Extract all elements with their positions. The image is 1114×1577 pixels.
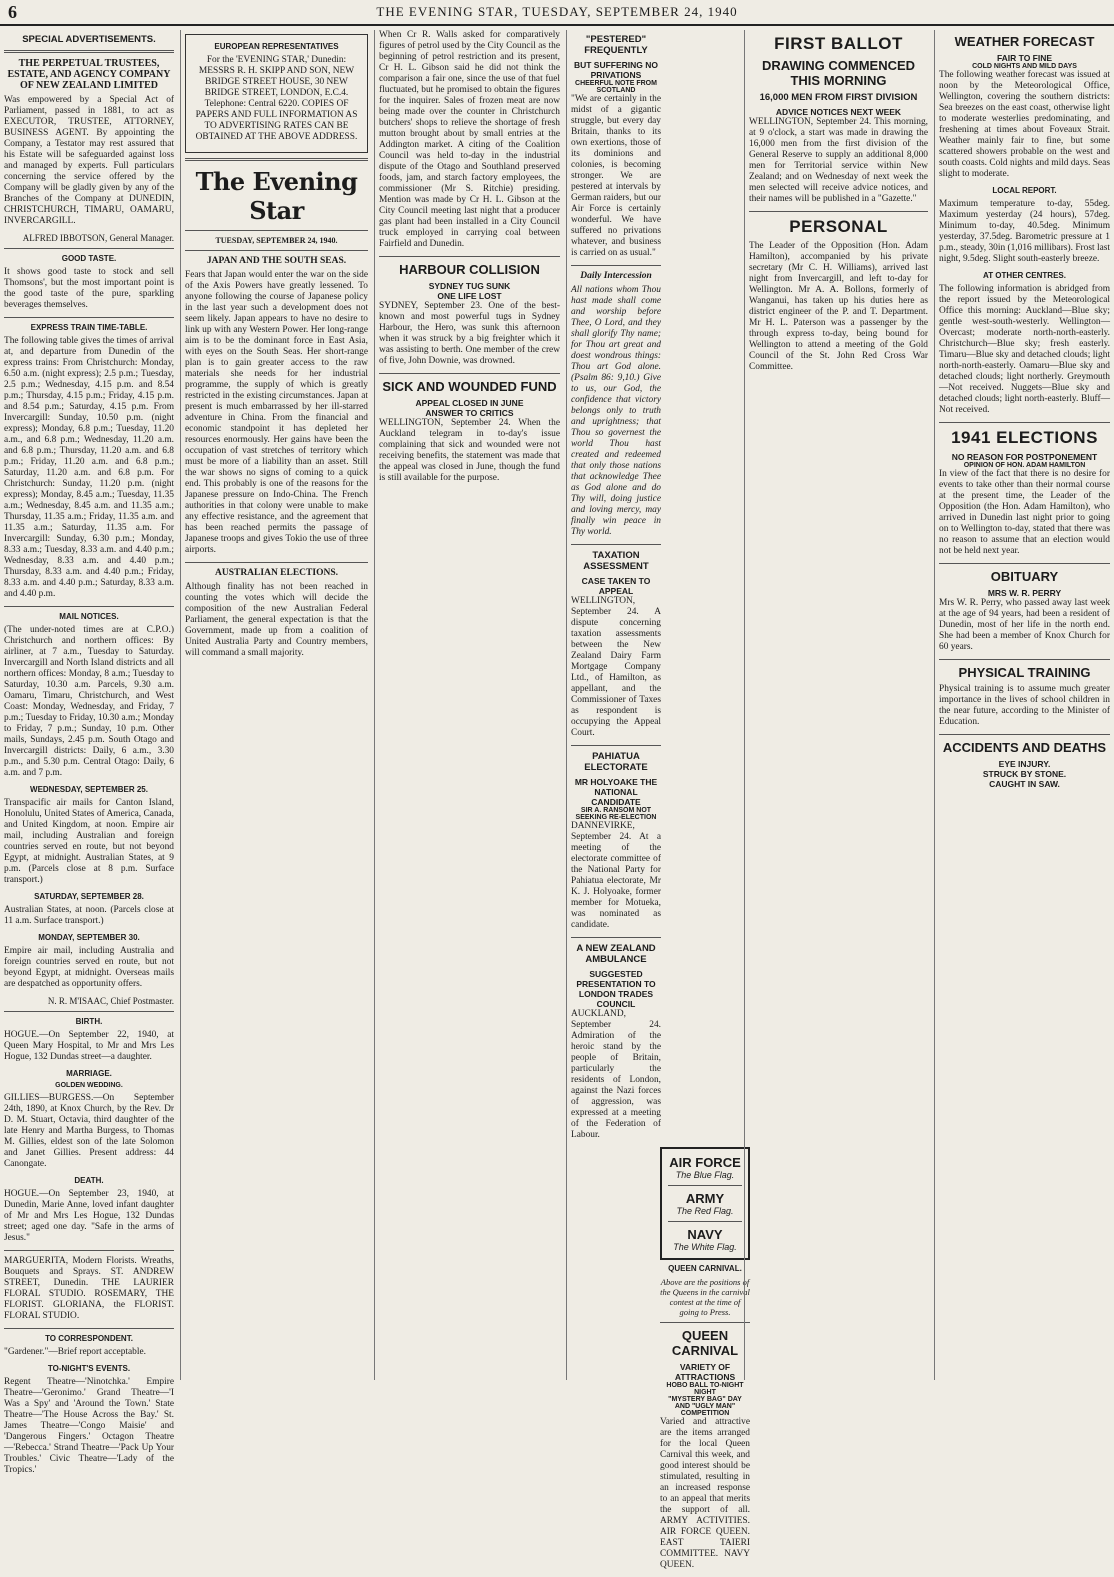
good-taste-header: GOOD TASTE.: [61, 254, 117, 263]
pahiatua-subheader-2: SIR A. RANSOM NOT SEEKING RE-ELECTION: [575, 807, 657, 821]
column-4: [566, 30, 754, 1570]
ad-air-force: AIR FORCE: [669, 1155, 741, 1170]
harbour-header: HARBOUR COLLISION: [399, 262, 540, 277]
good-taste-text: It shows good taste to stock and sell Thomsons', but the most important point is the good taste of the pure, sparkling beverages themselves.: [4, 267, 174, 310]
european-reps-box: [185, 34, 368, 153]
sick-fund-subheader: APPEAL CLOSED IN JUNE: [415, 398, 524, 408]
birth-header: BIRTH.: [75, 1017, 103, 1026]
taxation-text: WELLINGTON, September 24. A dispute concerning taxation assessments between the New Zealand Dairy Farm Mortgage Company Ltd., of Hamilton, as appellant, and the Commissioner of Taxes as respondent is occupying the Appeal Court.: [571, 596, 661, 738]
physical-text: Physical training is to assume much greater importance in the lives of school children in the near future, according to the Minister of Education.: [939, 684, 1110, 727]
carnival-subheader: VARIETY OF ATTRACTIONS: [674, 1362, 736, 1382]
death-text: HOGUE.—On September 23, 1940, at Dunedin, Marie Anne, loved infant daughter of Mr and Mrs Les Hogue, 132 Dundas street; aged one day. "Safe in the arms of Jesus.": [4, 1189, 174, 1243]
ad-blue-flag: The Blue Flag.: [675, 1170, 735, 1180]
trust-title: THE PERPETUAL TRUSTEES, ESTATE, AND AGENCY COMPANY OF NEW ZEALAND LIMITED: [7, 58, 171, 91]
ad-white-flag: The White Flag.: [673, 1242, 737, 1252]
pestered-subheader: BUT SUFFERING NO PRIVATIONS: [573, 60, 659, 80]
queen-carnival-inset-title: QUEEN CARNIVAL.: [668, 1264, 742, 1273]
ballot-header: FIRST BALLOT: [774, 34, 903, 53]
wednesday-text: Transpacific air mails for Canton Island, Honolulu, United States of America, Canada, and United Kingdom, at noon. Empire air mail, including Australian and foreign countries served en route, but not beyond Egypt, at midnight. Australian States, at 9 p.m. (Parcels close at 8 p.m. Surface transport.): [4, 798, 174, 885]
dateline: TUESDAY, SEPTEMBER 24, 1940.: [215, 236, 338, 245]
birth-text: HOGUE.—On September 22, 1940, at Queen Mary Hospital, to Mr and Mrs Les Hogue, 132 Dundas street—a daughter.: [4, 1030, 174, 1062]
column-6: [934, 30, 1114, 1380]
other-centres-header: AT OTHER CENTRES.: [983, 271, 1066, 280]
col3-body-text: When Cr R. Walls asked for comparatively figures of petrol used by the City Council as the beginning of petrol restriction and its present, Cr H. L. Gibson said he did not think the comparison a fair one, since the use of that fuel fluctuated, but he promised to obtain the figures for the inquirer. Sales of frozen meat are now being made over the counter in Christchurch butchers' shops to relieve the shortage of fresh mutton brought about by small entries at the Addington market. A citing of the Coalition Council was held to-day in the industrial dispute of the Otago and Southland preserved foods, jam, and starch factory employees, the commissioner (Mr S. Ritchie) presiding. Mention was made by Cr H. L. Gibson at the City Council meeting last night that a producer gas plant had been installed in a City Council truck employed in carrying coal between Fairfield and Dunedin.: [379, 30, 560, 249]
ballot-subheader-3: ADVICE NOTICES NEXT WEEK: [775, 107, 902, 117]
pestered-text: "We are certainly in the midst of a gigantic struggle, but every day Britain, thanks to its own exertions, those of its dominions and colonies, is becoming stronger. We are pestered at intervals by German raiders, but our Air Force is certainly wonderful. We have suffered no privations whatever, and business is carried on as usual.": [571, 94, 661, 258]
ambulance-header: A NEW ZEALAND AMBULANCE: [576, 943, 656, 965]
paper-nameplate: The Evening Star: [195, 167, 358, 225]
sick-fund-subheader-2: ANSWER TO CRITICS: [425, 408, 514, 418]
local-report-text: Maximum temperature to-day, 55deg. Maximum yesterday (24 hours), 57deg. Minimum to-day, 40.5deg. Minimum yesterday, 37.5deg. Barometric pressure at 1 p.m., steady, 30in (1,016 millibars). Frost last night, 9.5deg. Slight south-easterly breeze.: [939, 199, 1110, 264]
marriage-text: GILLIES—BURGESS.—On September 24th, 1890, at Knox Church, by the Rev. Dr D. M. Stuart, Octavia, third daughter of the late Henry and Martha Burgess, to Thomas M. Gillies, eldest son of the late Solomon and Janet Gillies. Present address: 44 Canongate.: [4, 1093, 174, 1169]
taxation-header: TAXATION ASSESSMENT: [583, 550, 649, 572]
events-text: Regent Theatre—'Ninotchka.' Empire Theatre—'Geronimo.' Grand Theatre—'I Was a Spy' and 'Around the Town.' State Theatre—'The House Across the Bay.' St. James Theatre—'Congo Maisie' and 'Dangerous Fingers.' Octagon Theatre—'Rebecca.' Strand Theatre—'Pack Up Your Troubles.' Civic Theatre—'Lady of the Tropics.': [4, 1377, 174, 1475]
ambulance-text: AUCKLAND, September 24. Admiration of the heroic stand by the people of Britain, particularly the residents of London, against the Nazi forces of aggression, was expressed at a meeting of the Federation of Labour.: [571, 1009, 661, 1140]
weather-text: The following weather forecast was issued at noon by the Meteorological Office, Wellington, covering the southern districts: Sea breezes on the east coast, otherwise light to moderate westerlies predominating, and freshening at times about Foveaux Strait. Weather mainly fair to fine, but some scattered showers probable on the west and south coasts. Cold nights and mild days. Seas slight to moderate.: [939, 70, 1110, 179]
column-2: [180, 30, 372, 1380]
masthead: [0, 0, 1114, 26]
express-header: EXPRESS TRAIN TIME-TABLE.: [30, 323, 148, 332]
column-4-left: [571, 30, 661, 1147]
page-number: 6: [8, 2, 17, 22]
elections-header: 1941 ELECTIONS: [951, 428, 1098, 447]
marriage-header: MARRIAGE.: [66, 1069, 112, 1078]
other-centres-text: The following information is abridged from the report issued by the Meteorological Office this morning: Auckland—Blue sky; gentle west-south-westerly. Wellington—Overcast; moderate north-north-easterly. Christchurch—Blue sky; fresh easterly. Timaru—Blue sky and detached clouds; light north-north-easterly. Oamaru—Blue sky and detached clouds; light northerly. Greymouth—Not received. Nuggets—Blue sky and detached clouds; light north-easterly. Bluff—Not received.: [939, 284, 1110, 415]
elections-subheader-2: OPINION OF HON. ADAM HAMILTON: [963, 462, 1086, 469]
daily-intercession-header: Daily Intercession: [580, 271, 652, 281]
weather-header: WEATHER FORECAST: [954, 34, 1095, 49]
reps-text: For the 'EVENING STAR,' Dunedin: MESSRS R. H. SKIPP AND SON, NEW BRIDGE STREET HOUSE, 30 NEW BRIDGE STREET, LONDON, E.C.4. Telephone: Central 6220. COPIES OF PAPERS AND FULL INFORMATION AS TO ADVERTISING RATES CAN BE OBTAINED AT THE ABOVE ADDRESS.: [195, 55, 358, 142]
elections-subheader: NO REASON FOR POSTPONEMENT: [951, 452, 1098, 462]
sick-fund-text: WELLINGTON, September 24. When the Auckland telegram in to-day's issue complaining that sick and wounded were not receiving benefits, the statement was made that the appeal was closed in June, though the fund is still available for the purpose.: [379, 418, 560, 483]
services-flag-ad: [660, 1147, 750, 1260]
pahiatua-text: DANNEVIRKE, September 24. At a meeting of the electorate committee of the National Party for Pahiatua electorate, Mr K. J. Holyoake, former member for Motueka, was nominated as candidate.: [571, 821, 661, 930]
ballot-subheader-2: 16,000 MEN FROM FIRST DIVISION: [759, 92, 918, 103]
elections-text: In view of the fact that there is no desire for events to take other than their normal course at the present time, the Leader of the Opposition (the Hon. Adam Hamilton), who arrived in Dunedin last night prior to going on to Wellington to-day, stated that there was no reason to assume that an election would not be held next year.: [939, 469, 1110, 556]
personal-text: The Leader of the Opposition (Hon. Adam Hamilton), accompanied by his private secretary (Mr C. H. Williams), arrived last night from Invercargill, and left to-day for Wellington. Mr A. A. Bollons, formerly of Wanganui, has taken up his duties here as district engineer of the P. and T. Department. Mr H. L. Paterson was a passenger by the through express to-day, being bound for Wellington to attend a meeting of the Gold Council of the St. John Red Cross War Committee.: [749, 241, 928, 372]
obituary-subheader: MRS W. R. PERRY: [987, 588, 1062, 598]
personal-header: PERSONAL: [789, 217, 888, 236]
accidents-subheader-1: EYE INJURY.: [998, 759, 1051, 769]
masthead-title: THE EVENING STAR, TUESDAY, SEPTEMBER 24, 1940: [376, 4, 738, 19]
pahiatua-header: PAHIATUA ELECTORATE: [584, 751, 648, 773]
ad-army: ARMY: [685, 1191, 725, 1206]
australian-header: AUSTRALIAN ELECTIONS.: [214, 568, 338, 578]
pestered-header: "PESTERED" FREQUENTLY: [584, 34, 648, 56]
carnival-subheader-3: "MYSTERY BAG" DAY AND "UGLY MAN" COMPETITION: [668, 1396, 742, 1417]
obituary-header: OBITUARY: [990, 569, 1059, 584]
sick-fund-header: SICK AND WOUNDED FUND: [382, 379, 557, 394]
australian-text: Although finality has not been reached in counting the votes which will decide the composition of the new Australian Federal Parliament, the general expectation is that the Government, made up from a coalition of United Australia Party and Country members, will command a small majority.: [185, 582, 368, 658]
saturday-text: Australian States, at noon. (Parcels close at 11 a.m. Surface transport.): [4, 905, 174, 926]
saturday-header: SATURDAY, SEPTEMBER 28.: [34, 892, 144, 901]
harbour-text: SYDNEY, September 23. One of the best-known and most powerful tugs in Sydney Harbour, the Hero, was sunk this afternoon when it was struck by a big freighter which it was assisting to berth. One member of the crew of five, John Downie, was drowned.: [379, 301, 560, 366]
accidents-subheader-2: STRUCK BY STONE.: [982, 769, 1067, 779]
pahiatua-subheader: MR HOLYOAKE THE NATIONAL CANDIDATE: [574, 777, 658, 807]
accidents-header: ACCIDENTS AND DEATHS: [942, 740, 1107, 755]
express-text: The following table gives the times of arrival at, and departure from Dunedin of the express trains: From Christchurch: Monday, 6.50 a.m. (night express); 2.5 p.m.; Tuesday, 2.5 p.m.; Wednesday, 4.15 p.m. and 8.54 p.m.; Thursday, 4.15 p.m.; Friday, 4.15 p.m. and 8.54 p.m.; Saturday, 4.15 p.m. From Invercargill: Sunday, 10.50 p.m. (night express); Monday, 6.8 p.m.; Tuesday, 11.20 a.m., and 6.8 p.m.; Wednesday, 11.20 a.m. and 6.8 p.m.; Thursday, 11.20 a.m. and 6.8 p.m.; Friday, 11.20 a.m. and 6.8 p.m.; Saturday, 11.20 a.m. and 6.8 p.m. For Christchurch: Sunday, 11.20 p.m. (night express); Monday, 8.45 a.m.; Tuesday, 11.35 a.m.; Wednesday, 8.45 a.m. and 11.35 a.m.; Thursday, 11.35 a.m.; Friday, 11.35 a.m. and 11.35 a.m.; Saturday, 11.35 a.m. For Invercargill: Sunday, 6.30 p.m.; Monday, 8.33 a.m.; Tuesday, 8.33 a.m. and 4.40 p.m.; Wednesday, 8.33 a.m. and 4.40 p.m.; Thursday, 8.33 a.m. and 4.40 p.m.; Friday, 8.33 a.m. and 4.40 p.m.; Saturday, 8.33 a.m. and 4.40 p.m.: [4, 336, 174, 599]
accidents-subheader-3: CAUGHT IN SAW.: [989, 779, 1060, 789]
ad-red-flag: The Red Flag.: [676, 1206, 734, 1216]
death-header: DEATH.: [74, 1176, 104, 1185]
florists-text: MARGUERITA, Modern Florists. Wreaths, Bouquets and Sprays. ST. ANDREW STREET, Dunedin. THE LAURIER FLORAL STUDIO. ROSEMARY, THE FLORIST. GLORIANA, the FLORIST. FLORAL STUDIO.: [4, 1256, 174, 1321]
ballot-text: WELLINGTON, September 24. This morning, at 9 o'clock, a start was made in drawing the 16,000 men from the first division of the General Reserve to supply an additional 8,000 men for Territorial service within New Zealand; and on Wednesday of next week the men selected will receive advice notices, and their names will be published in a "Gazette.": [749, 117, 928, 204]
trust-signature: ALFRED IBBOTSON, General Manager.: [22, 233, 174, 243]
japan-text: Fears that Japan would enter the war on the side of the Axis Powers have greatly lessened. To anyone following the course of Japanese policy in the last year such a development does not seem likely. Japan appears to have no desire to link up with any Western Power. Her long-range aim is to be the dominant force in East Asia, with eyes on the South Seas. Her short-range plan is to gain greater access to the raw materials she needs for her industrial programme, the supply of which is greatly restricted in the existing circumstances. Japan at present is much embarrassed by her ill-starred adventure in China. From the financial and economic standpoint it has depleted her resources enormously. Her gains have been the occupation of vast stretches of territory which must be more of a liability than an asset. Still the war shows no signs of coming to a quick end. This probably is one of the reasons for the Japanese pressure on Indo-China. The French authorities in that colony were unable to make any effective resistance, and the agreement that has been reached permits the passage of Japanese troops and gives Tokio the use of three airports.: [185, 270, 368, 555]
obituary-text: Mrs W. R. Perry, who passed away last week at the age of 94 years, had been a resident of Dunedin, most of her life in the north end. She had been a member of Knox Church for 60 years.: [939, 598, 1110, 652]
trust-text: Was empowered by a Special Act of Parliament, passed in 1881, to act as EXECUTOR, TRUSTEE, ATTORNEY, BUSINESS AGENT. By appointing the Company, a Testator may rest assured that his Estate will be safeguarded against loss and managed by experts. Full particulars concerning the service offered by the Company will be gladly given by any of the Branches of the Company at DUNEDIN, CHRISTCHURCH, TIMARU, OAMARU, INVERCARGILL.: [4, 95, 174, 226]
mail-signature: N. R. M'ISAAC, Chief Postmaster.: [47, 996, 174, 1006]
ballot-subheader: DRAWING COMMENCED THIS MORNING: [761, 58, 916, 88]
monday-header: MONDAY, SEPTEMBER 30.: [38, 933, 140, 942]
weather-subheader: FAIR TO FINE: [996, 53, 1053, 63]
mail-header: MAIL NOTICES.: [59, 612, 119, 621]
ad-navy: NAVY: [687, 1227, 723, 1242]
marriage-subheader: GOLDEN WEDDING.: [55, 1082, 123, 1089]
mail-text: (The under-noted times are at C.P.O.) Christchurch and northern offices: By airliner, at 7 a.m., Tuesday to Saturday. Invercargill and North Island districts and all northern offices: Monday, 8 a.m.; Tuesday to Saturday, 10.30 a.m. Parcels, 9.30 a.m. Oamaru, Timaru, Christchurch, and West Coast: Monday, Wednesday, and Friday, 7 p.m.; Tuesday to Friday, 10.30 a.m.; Monday to Friday, 7 p.m.; Sunday, 10 p.m. Other mails, Sundays, 2.45 p.m. South Otago and Invercargill districts: Daily, 6 a.m., 3.30 p.m., and 5.30 p.m. Central Otago: Daily, 6 a.m. and 7 p.m.: [4, 625, 174, 778]
japan-header: JAPAN AND THE SOUTH SEAS.: [206, 256, 347, 266]
correspondent-text: "Gardener."—Brief report acceptable.: [4, 1347, 146, 1357]
carnival-header: QUEEN CARNIVAL: [671, 1328, 739, 1358]
harbour-subheader-2: ONE LIFE LOST: [437, 291, 502, 301]
column-4-right: [660, 1147, 750, 1577]
reps-header: EUROPEAN REPRESENTATIVES: [214, 42, 339, 51]
harbour-subheader: SYDNEY TUG SUNK: [428, 281, 511, 291]
carnival-subheader-2: HOBO BALL TO-NIGHT NIGHT: [666, 1382, 744, 1396]
wednesday-header: WEDNESDAY, SEPTEMBER 25.: [30, 785, 148, 794]
special-ads-header: SPECIAL ADVERTISEMENTS.: [22, 34, 156, 45]
events-header: TO-NIGHT'S EVENTS.: [47, 1364, 131, 1373]
monday-text: Empire air mail, including Australia and foreign countries served en route, but not beyond Egypt, at midnight. Overseas mails are despatched as opportunity offers.: [4, 946, 174, 989]
weather-subheader-2: COLD NIGHTS AND MILD DAYS: [972, 63, 1077, 70]
column-3: [374, 30, 564, 1380]
queen-carnival-inset: Above are the positions of the Queens in the carnival contest at the time of going to Press.: [660, 1277, 750, 1317]
daily-intercession-text: All nations whom Thou hast made shall come and worship before Thee, O Lord, and they shall glorify Thy name; for Thou art great and doest wondrous things: Thou art God alone. (Psalm 86: 9,10.) Give to us, our God, the confidence that victory belongs only to truth and uprightness; that Thou so governest the world Thou hast created and redeemed that only those nations that acknowledge Thee as God alone and do Thy will, doing justice and loving mercy, may finally win peace in Thy world.: [571, 285, 661, 537]
local-report-header: LOCAL REPORT.: [992, 186, 1057, 195]
pestered-subheader-2: CHEERFUL NOTE FROM SCOTLAND: [575, 80, 657, 94]
correspondent-header: TO CORRESPONDENT.: [45, 1334, 133, 1343]
column-5: [744, 30, 932, 1380]
carnival-text: Varied and attractive are the items arranged for the local Queen Carnival this week, and good interest should be stimulated, resulting in an increased response to an appeal that merits the support of all. ARMY ACTIVITIES. AIR FORCE QUEEN. EAST TAIERI COMMITTEE. NAVY QUEEN.: [660, 1417, 750, 1570]
ambulance-subheader: SUGGESTED PRESENTATION TO LONDON TRADES COUNCIL: [576, 969, 656, 1009]
taxation-subheader: CASE TAKEN TO APPEAL: [581, 576, 651, 596]
column-1: [0, 30, 178, 1475]
physical-header: PHYSICAL TRAINING: [958, 665, 1091, 680]
